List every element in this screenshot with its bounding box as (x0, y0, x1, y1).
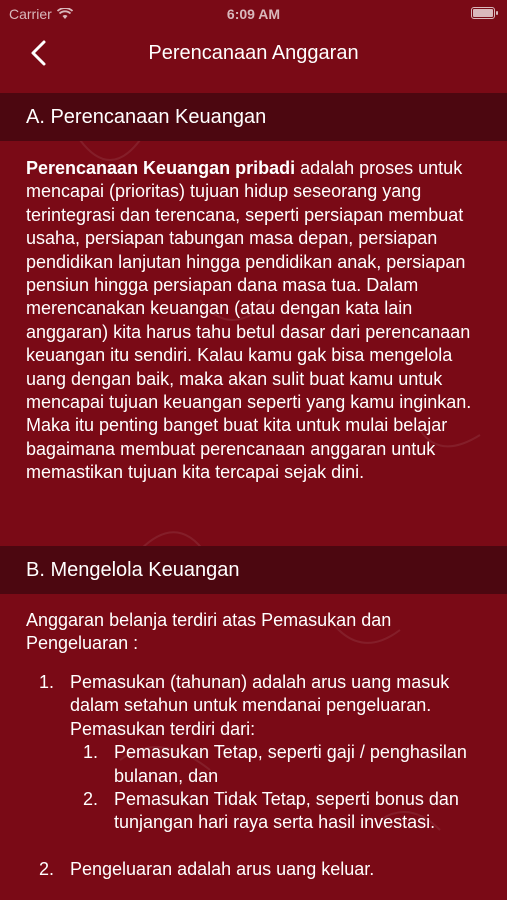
list-item-text: Pemasukan (tahunan) adalah arus uang masuk dalam setahun untuk mendanai pengeluaran. Pemasukan terdiri dari: (70, 672, 450, 739)
sub-list (70, 741, 486, 835)
sub-list-item-number: 1. (83, 742, 99, 763)
status-time: 6:09 AM (226, 6, 281, 22)
status-bar (0, 0, 507, 28)
sub-list-item (70, 788, 486, 835)
sub-list-item-text: Pemasukan Tidak Tetap, seperti bonus dan tunjangan hari raya serta hasil investasi. (114, 789, 459, 833)
list-item-number: 2. (39, 858, 55, 879)
list-item (26, 858, 486, 881)
battery-icon (471, 7, 495, 19)
carrier-label: Carrier (9, 6, 52, 22)
sub-list-item-number: 2. (83, 789, 99, 810)
navigation-bar (0, 28, 507, 80)
list-item-number: 1. (39, 672, 55, 692)
sub-list-item (70, 741, 486, 788)
list-item (26, 671, 486, 835)
section-a-paragraph (26, 157, 486, 485)
section-b-header: B. Mengelola Keuangan (0, 546, 507, 594)
sub-list-item-text: Pemasukan Tetap, seperti gaji / penghasilan bulanan, dan (114, 742, 467, 786)
list-item-text: Pengeluaran adalah arus uang keluar. (70, 858, 375, 879)
section-b-intro: Anggaran belanja terdiri atas Pemasukan dan Pengeluaran : (26, 610, 392, 654)
page-title: Perencanaan Anggaran (148, 42, 359, 64)
section-a-bold-lead: Perencanaan Keuangan pribadi (26, 158, 296, 178)
section-a-body: adalah proses untuk mencapai (prioritas) tujuan hidup seseorang yang terintegrasi dan terencana, seperti persiapan membuat usaha, persiapan tabungan masa depan, persiapan pendidikan lanjutan hingga pendidikan anak, persiapan pensiun hingga persiapan dana masa tua. Dalam merencanakan keuangan (atau dengan kata lain anggaran) kita harus tahu betul dasar dari perencanaan keuangan itu sendiri. Kalau kamu gak bisa mengelola uang dengan baik, maka akan sulit buat kamu untuk mencapai tujuan keuangan seperti yang kamu inginkan. Maka itu penting banget buat kita untuk mulai belajar bagaimana membuat perencanaan anggaran untuk memastikan tujuan kita tercapai sejak dini. (26, 158, 472, 483)
section-a-header: A. Perencanaan Keuangan (0, 93, 507, 141)
budget-list (26, 671, 486, 881)
